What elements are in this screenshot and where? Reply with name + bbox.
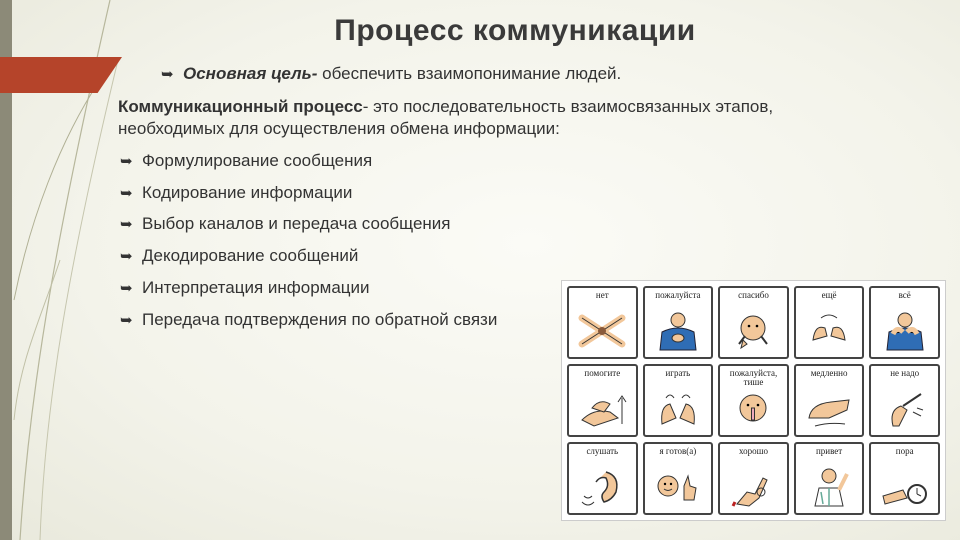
hands-play-icon [645, 383, 712, 435]
list-item: ➥ Выбор каналов и передача сообщения [120, 214, 451, 234]
definition-text: - это последовательность взаимосвязанных этапов, необходимых для осуществления обмена информации: [118, 97, 774, 138]
pictogram-card [794, 286, 865, 359]
pictogram-label: пора [895, 446, 914, 456]
arrow-bullet-icon: ➥ [120, 152, 133, 170]
goal-line [161, 64, 621, 84]
pictogram-card [794, 364, 865, 437]
pictogram-label: не надо [890, 368, 920, 378]
pictogram-label: нет [595, 290, 609, 300]
pictogram-card [643, 364, 714, 437]
arrow-bullet-icon: ➥ [120, 280, 133, 298]
goal-lead: Основная цель- [183, 64, 318, 83]
pictogram-label: пожалуйста [655, 290, 701, 300]
hand-ok-icon [720, 461, 787, 513]
pictogram-card [643, 442, 714, 515]
hand-time-icon [871, 461, 938, 513]
pictogram-label: играть [665, 368, 691, 378]
pictogram-card [567, 286, 638, 359]
person-please-icon [645, 305, 712, 357]
pictogram-label: ещё [821, 290, 837, 300]
pictogram-card [567, 364, 638, 437]
pictogram-label: хорошо [738, 446, 769, 456]
pictogram-label: слушать [586, 446, 619, 456]
face-thanks-icon [720, 305, 787, 357]
person-all-icon [871, 305, 938, 357]
arrow-bullet-icon: ➥ [161, 66, 174, 83]
arrow-bullet-icon: ➥ [120, 311, 133, 329]
pictogram-grid [561, 280, 946, 521]
hands-more-icon [796, 305, 863, 357]
ear-listen-icon [569, 461, 636, 513]
pictogram-card [869, 364, 940, 437]
slide-title: Процесс коммуникации [334, 14, 696, 47]
pictogram-label: спасибо [738, 290, 769, 300]
pictogram-card [794, 442, 865, 515]
list-item: ➥ Кодирование информации [120, 182, 353, 202]
pictogram-card [718, 364, 789, 437]
hand-dont-icon [871, 383, 938, 435]
pictogram-label: медленно [810, 368, 848, 378]
list-item: ➥ Декодирование сообщений [120, 246, 359, 266]
pictogram-label: привет [815, 446, 843, 456]
crossed-hands-icon [569, 305, 636, 357]
pictogram-card [567, 442, 638, 515]
list-item: ➥ Передача подтверждения по обратной связи [120, 309, 498, 329]
steps-list [120, 145, 497, 336]
pictogram-label: пожалуйста, тише [729, 368, 778, 387]
arrow-bullet-icon: ➥ [120, 184, 133, 202]
face-quiet-icon [720, 383, 787, 435]
person-hello-icon [796, 461, 863, 513]
pictogram-card [869, 442, 940, 515]
pictogram-label: я готов(а) [659, 446, 697, 456]
hands-help-icon [569, 383, 636, 435]
goal-text: обеспечить взаимопонимание людей. [317, 64, 622, 83]
pictogram-label: помогите [584, 368, 621, 378]
pictogram-label: всё [898, 290, 911, 300]
definition-term: Коммуникационный процесс [118, 97, 363, 116]
pictogram-card [718, 286, 789, 359]
thumbs-ready-icon [645, 461, 712, 513]
list-item: ➥ Интерпретация информации [120, 278, 370, 298]
pictogram-card [718, 442, 789, 515]
definition-paragraph [118, 96, 878, 140]
pictogram-card [869, 286, 940, 359]
pictogram-card [643, 286, 714, 359]
hand-slow-icon [796, 383, 863, 435]
list-item: ➥ Формулирование сообщения [120, 150, 373, 170]
arrow-bullet-icon: ➥ [120, 248, 133, 266]
arrow-bullet-icon: ➥ [120, 216, 133, 234]
